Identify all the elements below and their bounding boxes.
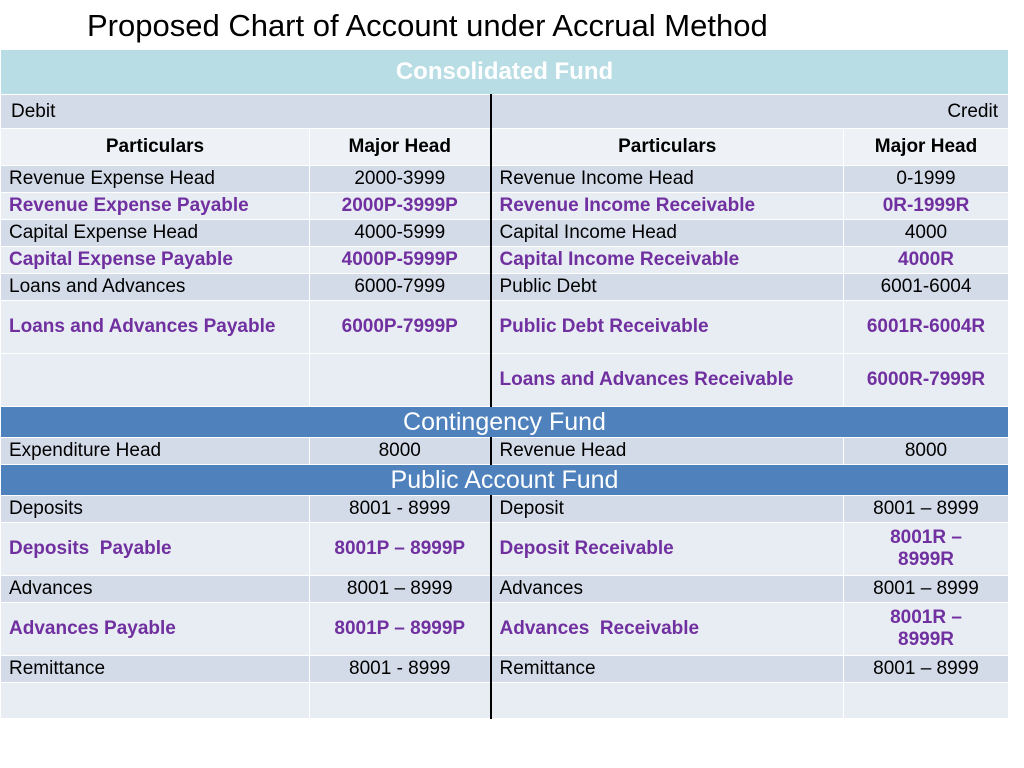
credit-major-head: 8001R – 8999R: [844, 523, 1009, 576]
table-row: [1, 274, 1009, 301]
table-row: [1, 523, 1009, 576]
credit-major-head: 0R-1999R: [844, 193, 1009, 220]
debit-particular: Advances: [1, 576, 310, 603]
credit-major-head: 6001R-6004R: [844, 301, 1009, 354]
debit-particular: Remittance: [1, 656, 310, 683]
consolidated-fund-band: [1, 50, 1009, 95]
table-row: [1, 193, 1009, 220]
debit-major-head: 2000-3999: [310, 166, 491, 193]
consolidated-fund-title: Consolidated Fund: [1, 50, 1009, 95]
debit-major-head: 6000P-7999P: [310, 301, 491, 354]
table-row: [1, 220, 1009, 247]
table-row: [1, 354, 1009, 407]
header-major-head-debit: Major Head: [310, 129, 491, 166]
header-major-head-credit: Major Head: [844, 129, 1009, 166]
credit-major-head: 8001R – 8999R: [844, 603, 1009, 656]
credit-major-head: 8000: [844, 438, 1009, 465]
table-row: [1, 301, 1009, 354]
credit-particular: Public Debt Receivable: [491, 301, 844, 354]
contingency-fund-title: Contingency Fund: [1, 407, 1009, 438]
debit-particular: Expenditure Head: [1, 438, 310, 465]
credit-particular: Capital Income Head: [491, 220, 844, 247]
credit-major-head: 6000R-7999R: [844, 354, 1009, 407]
credit-particular: Loans and Advances Receivable: [491, 354, 844, 407]
debit-particular-empty: [1, 354, 310, 407]
debit-major-head-empty: [310, 354, 491, 407]
credit-particular: Revenue Income Receivable: [491, 193, 844, 220]
credit-major-head: 4000R: [844, 247, 1009, 274]
credit-particular: Revenue Income Head: [491, 166, 844, 193]
credit-particular: Deposit: [491, 496, 844, 523]
credit-particular: Capital Income Receivable: [491, 247, 844, 274]
debit-major-head-empty: [310, 683, 491, 719]
table-row: [1, 247, 1009, 274]
debit-major-head: 2000P-3999P: [310, 193, 491, 220]
debit-particular: Revenue Expense Payable: [1, 193, 310, 220]
debit-major-head: 4000P-5999P: [310, 247, 491, 274]
credit-particular-empty: [491, 683, 844, 719]
table-row: [1, 603, 1009, 656]
contingency-fund-band: [1, 407, 1009, 438]
debit-major-head: 8000: [310, 438, 491, 465]
debit-particular: Loans and Advances Payable: [1, 301, 310, 354]
debit-major-head: 8001 - 8999: [310, 496, 491, 523]
table-row: [1, 438, 1009, 465]
debit-major-head: 4000-5999: [310, 220, 491, 247]
credit-particular: Public Debt: [491, 274, 844, 301]
credit-major-head: 4000: [844, 220, 1009, 247]
debit-credit-row: [1, 95, 1009, 129]
credit-particular: Advances Receivable: [491, 603, 844, 656]
credit-major-head: 0-1999: [844, 166, 1009, 193]
debit-particular: Revenue Expense Head: [1, 166, 310, 193]
public-account-fund-title: Public Account Fund: [1, 465, 1009, 496]
table-row: [1, 656, 1009, 683]
credit-major-head-empty: [844, 683, 1009, 719]
chart-of-account-table: [0, 49, 1009, 719]
header-particulars-credit: Particulars: [491, 129, 844, 166]
debit-particular: Loans and Advances: [1, 274, 310, 301]
credit-major-head: 8001 – 8999: [844, 576, 1009, 603]
page-title: Proposed Chart of Account under Accrual Method: [87, 8, 768, 43]
debit-major-head: 8001 - 8999: [310, 656, 491, 683]
debit-particular-empty: [1, 683, 310, 719]
table-row: [1, 496, 1009, 523]
debit-particular: Capital Expense Payable: [1, 247, 310, 274]
table-row: [1, 576, 1009, 603]
debit-particular: Deposits Payable: [1, 523, 310, 576]
table-row-empty: [1, 683, 1009, 719]
debit-major-head: 6000-7999: [310, 274, 491, 301]
debit-major-head: 8001P – 8999P: [310, 523, 491, 576]
debit-particular: Capital Expense Head: [1, 220, 310, 247]
credit-major-head: 8001 – 8999: [844, 656, 1009, 683]
debit-label: Debit: [1, 95, 491, 129]
header-particulars-debit: Particulars: [1, 129, 310, 166]
credit-label: Credit: [491, 95, 1009, 129]
credit-major-head: 8001 – 8999: [844, 496, 1009, 523]
credit-major-head: 6001-6004: [844, 274, 1009, 301]
debit-major-head: 8001P – 8999P: [310, 603, 491, 656]
table-row: [1, 166, 1009, 193]
column-header-row: [1, 129, 1009, 166]
credit-particular: Deposit Receivable: [491, 523, 844, 576]
debit-particular: Deposits: [1, 496, 310, 523]
credit-particular: Advances: [491, 576, 844, 603]
debit-major-head: 8001 – 8999: [310, 576, 491, 603]
credit-particular: Remittance: [491, 656, 844, 683]
debit-particular: Advances Payable: [1, 603, 310, 656]
credit-particular: Revenue Head: [491, 438, 844, 465]
public-account-fund-band: [1, 465, 1009, 496]
